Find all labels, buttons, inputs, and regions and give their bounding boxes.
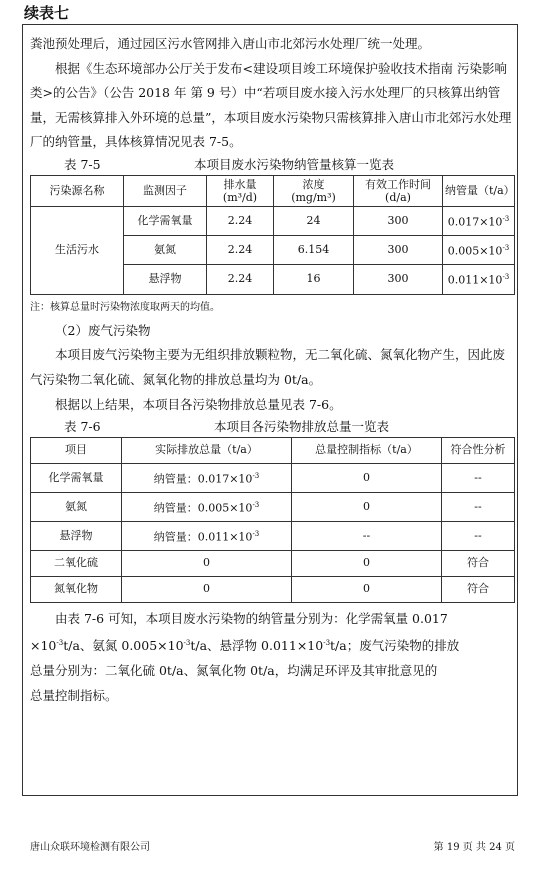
col-flow [207,175,274,206]
col-flow-unit: (m³/d) [222,190,258,204]
table-row [31,463,515,492]
table-7-6-title: 本项目各污染物排放总量一览表 [214,419,390,435]
conclusion-exponent: -3 [323,639,331,648]
conclusion-line-1: 由表 7-6 可知，本项目废水污染物的纳管量分别为：化学需氧量 0.017 [55,610,448,626]
limit-cell: 0 [292,463,442,492]
col-flow-label: 排水量 [223,177,257,191]
compliance-cell: 符合 [442,577,515,603]
actual-exponent: -3 [252,500,260,509]
intro-paragraph: 根据《生态环境部办公厅关于发布<建设项目竣工环境保护验收技术指南 污染影响类>的公告》（公告 2018 年 第 9 号）中“若项目废水接入污水处理厂的只核算出纳管量，无需核算排入外环境的总量”，本项目废水污染物只需核算排入唐山市北郊污水处理厂的纳管量，具体核算情况见表 7-5。 [30,60,512,150]
gas-heading: （2）废气污染物 [55,322,151,338]
compliance-cell: -- [442,522,515,551]
conclusion-line-4: 总量控制指标。 [30,687,118,703]
actual-cell [122,463,292,492]
table-7-5-title: 本项目废水污染物纳管量核算一览表 [194,156,395,172]
table-row [31,206,515,235]
actual-exponent: -3 [252,530,260,539]
source-cell: 生活污水 [31,206,124,294]
actual-cell [122,577,292,603]
conclusion-line-2 [30,631,515,659]
load-cell [443,265,515,294]
days-cell: 300 [354,265,443,294]
actual-value: 纳管量：0.005×10 [153,501,253,515]
actual-value: 纳管量：0.017×10 [153,472,253,486]
table-7-5-caption [30,155,515,175]
factor-cell: 化学需氧量 [124,206,207,235]
flow-cell: 2.24 [207,265,274,294]
table-header-row [31,438,515,464]
document-body [30,32,515,708]
actual-cell [122,522,292,551]
load-exponent: -3 [502,273,510,282]
conclusion-seg: t/a；废气污染物的排放 [330,638,460,654]
compliance-cell: -- [442,463,515,492]
conc-cell: 6.154 [274,236,354,265]
conclusion-exponent: -3 [56,639,64,648]
days-cell: 300 [354,236,443,265]
table-note: 注：核算总量时污染物浓度取两天的均值。 [30,301,220,313]
col-factor: 监测因子 [124,175,207,206]
conclusion-seg: t/a、悬浮物 0.011×10 [190,638,324,654]
col-days-label: 有效工作时间 [365,177,431,191]
compliance-cell: -- [442,492,515,521]
load-exponent: -3 [502,244,510,253]
col-load: 纳管量（t/a） [443,175,515,206]
load-cell [443,206,515,235]
flow-cell: 2.24 [207,236,274,265]
section-heading: 续表七 [24,4,70,22]
table-row [31,551,515,577]
intro-line: 粪池预处理后，通过园区污水管网排入唐山市北郊污水处理厂统一处理。 [30,36,431,51]
table-row [31,577,515,603]
actual-value: 纳管量：0.011×10 [153,530,253,544]
col-conc [274,175,354,206]
days-cell: 300 [354,206,443,235]
limit-cell: -- [292,522,442,551]
table-7-5-number: 表 7-5 [64,156,101,172]
gas-summary: 根据以上结果，本项目各污染物排放总量见表 7-6。 [55,396,342,412]
load-exponent: -3 [502,214,510,223]
actual-cell [122,551,292,577]
limit-cell: 0 [292,551,442,577]
col-item: 项目 [31,438,122,464]
conc-cell: 16 [274,265,354,294]
actual-value: 0 [203,556,210,570]
gas-paragraph: 本项目废气污染物主要为无组织排放颗粒物，无二氧化硫、氮氧化物产生，因此废气污染物二氧化硫、氮氧化物的排放总量均为 0t/a。 [30,347,506,387]
table-row [31,492,515,521]
item-cell: 悬浮物 [31,522,122,551]
col-source: 污染源名称 [31,175,124,206]
actual-value: 0 [203,582,210,596]
actual-cell [122,492,292,521]
table-7-5 [30,175,515,295]
table-7-6 [30,437,515,603]
col-days [354,175,443,206]
footer-company: 唐山众联环境检测有限公司 [30,842,150,853]
factor-cell: 氨氮 [124,236,207,265]
flow-cell: 2.24 [207,206,274,235]
col-actual: 实际排放总量（t/a） [122,438,292,464]
conclusion [30,607,515,709]
col-conc-unit: (mg/m³) [291,190,336,204]
conc-cell: 24 [274,206,354,235]
col-conc-label: 浓度 [302,177,325,191]
conclusion-line-3: 总量分别为：二氧化硫 0t/a、氮氧化物 0t/a，均满足环评及其审批意见的 [30,662,438,678]
item-cell: 氮氧化物 [31,577,122,603]
table-7-6-caption [30,417,515,437]
footer-page-number: 第 19 页 共 24 页 [433,842,515,853]
load-value: 0.011×10 [447,274,503,288]
conclusion-seg: t/a、氨氮 0.005×10 [63,638,184,654]
conclusion-seg: ×10 [30,638,57,654]
load-cell [443,236,515,265]
compliance-cell: 符合 [442,551,515,577]
load-value: 0.017×10 [447,215,503,229]
item-cell: 二氧化硫 [31,551,122,577]
table-header-row [31,175,515,206]
col-limit: 总量控制指标（t/a） [292,438,442,464]
item-cell: 化学需氧量 [31,463,122,492]
item-cell: 氨氮 [31,492,122,521]
table-row [31,522,515,551]
table-7-6-number: 表 7-6 [64,419,101,435]
load-value: 0.005×10 [447,244,503,258]
col-compliance: 符合性分析 [442,438,515,464]
conclusion-exponent: -3 [183,639,191,648]
actual-exponent: -3 [252,471,260,480]
col-days-unit: (d/a) [385,190,411,204]
factor-cell: 悬浮物 [124,265,207,294]
limit-cell: 0 [292,492,442,521]
limit-cell: 0 [292,577,442,603]
